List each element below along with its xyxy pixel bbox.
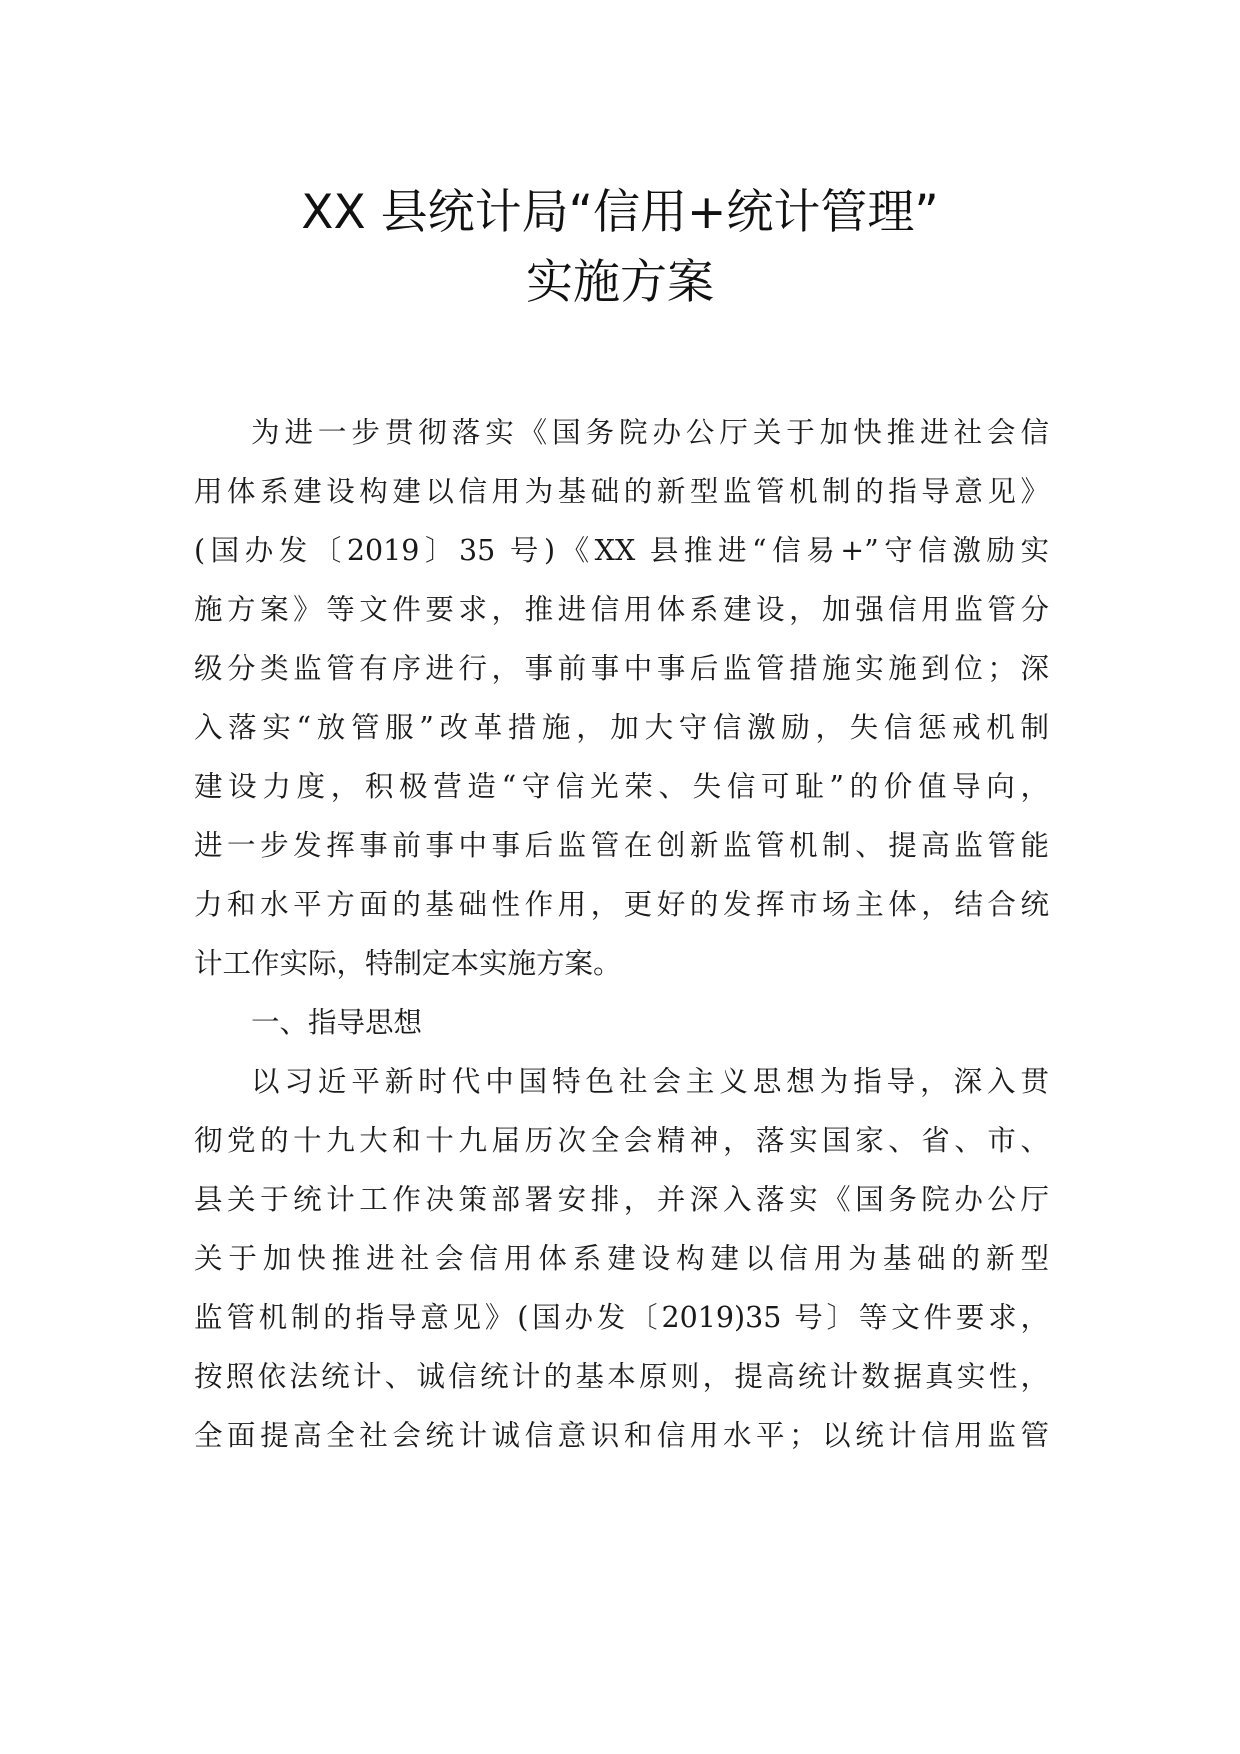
document-title-line-2: 实施方案	[526, 255, 714, 310]
paragraph-2-line: 以习近平新时代中国特色社会主义思想为指导，深入贯	[251, 1065, 1049, 1098]
paragraph-1-line: (国办发〔2019〕35 号)《XX 县推进“信易+”守信激励实	[194, 534, 1049, 567]
paragraph-1-line: 计工作实际，特制定本实施方案。	[194, 947, 622, 980]
paragraph-1-line: 用体系建设构建以信用为基础的新型监管机制的指导意见》	[194, 475, 1049, 508]
paragraph-2-line: 关于加快推进社会信用体系建设构建以信用为基础的新型	[194, 1242, 1049, 1275]
section-heading-guiding-ideology: 一、指导思想	[251, 1006, 423, 1039]
document-body	[194, 403, 1049, 1465]
paragraph-1-line: 力和水平方面的基础性作用，更好的发挥市场主体，结合统	[194, 888, 1049, 921]
paragraph-1-line: 级分类监管有序进行，事前事中事后监管措施实施到位；深	[194, 652, 1049, 685]
paragraph-1-line: 为进一步贯彻落实《国务院办公厅关于加快推进社会信	[251, 416, 1049, 449]
document-title-line-1: XX 县统计局“信用+统计管理”	[301, 185, 939, 240]
paragraph-2-line: 彻党的十九大和十九届历次全会精神，落实国家、省、市、	[194, 1124, 1049, 1157]
paragraph-2-line: 全面提高全社会统计诚信意识和信用水平；以统计信用监管	[194, 1419, 1049, 1452]
paragraph-2-line: 县关于统计工作决策部署安排，并深入落实《国务院办公厅	[194, 1183, 1049, 1216]
paragraph-1-line: 入落实“放管服”改革措施，加大守信激励，失信惩戒机制	[194, 711, 1049, 744]
paragraph-2-line: 监管机制的指导意见》(国办发〔2019)35 号〕等文件要求，	[194, 1301, 1049, 1334]
paragraph-2-line: 按照依法统计、诚信统计的基本原则，提高统计数据真实性，	[194, 1360, 1049, 1393]
paragraph-1-line: 施方案》等文件要求，推进信用体系建设，加强信用监管分	[194, 593, 1049, 626]
paragraph-1-line: 建设力度，积极营造“守信光荣、失信可耻”的价值导向，	[194, 770, 1049, 803]
paragraph-1-line: 进一步发挥事前事中事后监管在创新监管机制、提高监管能	[194, 829, 1049, 862]
